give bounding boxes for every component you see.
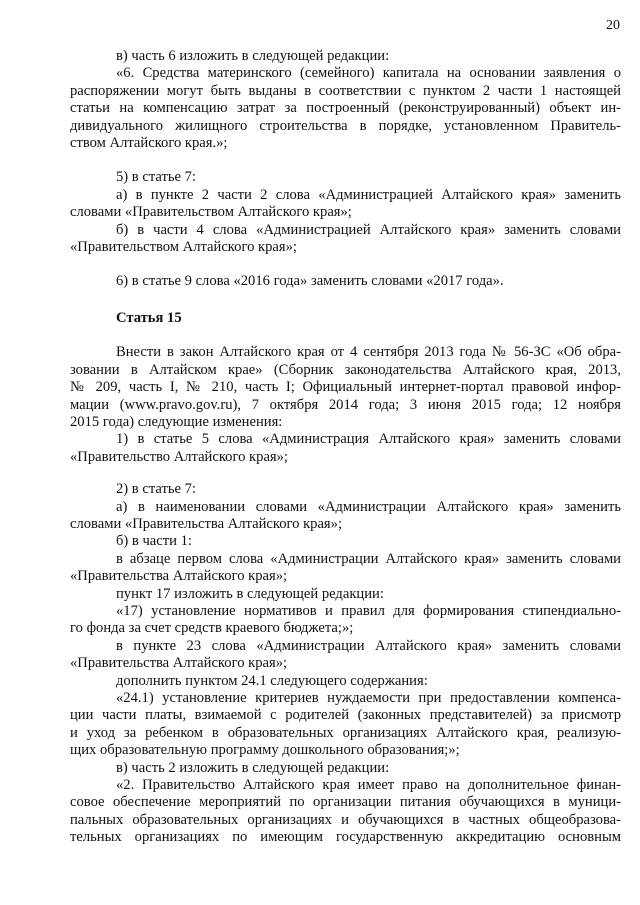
text-line: «Правительства Алтайского края»; bbox=[70, 655, 288, 672]
text-line: 2015 года) следующие изменения: bbox=[70, 413, 283, 430]
text-line: словами «Правительством Алтайского края»; bbox=[70, 204, 352, 221]
text-line: «17) установление нормативов и правил для формирования стипендиально- bbox=[116, 602, 621, 619]
text-line: № 209, часть I, № 210, часть I; Официальный интернет-портал правовой инфор- bbox=[70, 379, 621, 396]
text-line: 6) в статье 9 слова «2016 года» заменить словами «2017 года». bbox=[116, 273, 504, 290]
text-line: Внести в закон Алтайского края от 4 сентября 2013 года № 56-ЗС «Об обра- bbox=[116, 344, 621, 361]
text-line: «6. Средства материнского (семейного) капитала на основании заявления о bbox=[116, 65, 621, 82]
text-line: го фонда за счет средств краевого бюджета;»; bbox=[70, 620, 354, 637]
text-line: распоряжении могут быть выданы в соответствии с пунктом 2 части 1 настоящей bbox=[70, 82, 621, 99]
text-line: зовании в Алтайском крае» (Сборник законодательства Алтайского края, 2013, bbox=[70, 361, 621, 378]
text-line: пункт 17 изложить в следующей редакции: bbox=[116, 585, 384, 602]
text-line: 5) в статье 7: bbox=[116, 169, 196, 186]
page-number: 20 bbox=[606, 18, 620, 33]
text-line: словами «Правительства Алтайского края»; bbox=[70, 515, 342, 532]
text-line: щих образовательную программу дошкольного образования;»; bbox=[70, 742, 460, 759]
text-line: б) в части 1: bbox=[116, 533, 192, 550]
text-line: мации (www.pravo.gov.ru), 7 октября 2014 года; 3 июня 2015 года; 12 ноября bbox=[70, 396, 621, 413]
text-line: «Правительство Алтайского края»; bbox=[70, 448, 288, 465]
text-line: «24.1) установление критериев нуждаемости при предоставлении компенса- bbox=[116, 690, 621, 706]
text-line: ции части платы, взимаемой с родителей (законных представителей) за присмотр bbox=[70, 707, 621, 724]
text-line: и уход за ребенком в образовательных организациях Алтайского края, реализую- bbox=[70, 724, 621, 741]
text-line: б) в части 4 слова «Администрацией Алтайского края» заменить словами bbox=[116, 221, 621, 238]
text-line: «Правительства Алтайского края»; bbox=[70, 568, 288, 585]
text-line: статьи на компенсацию затрат за построенный (реконструированный) объект ин- bbox=[70, 100, 621, 117]
text-line: ством Алтайского края.»; bbox=[70, 135, 228, 152]
article-heading: Статья 15 bbox=[116, 309, 182, 326]
text-line: а) в пункте 2 части 2 слова «Администрацией Алтайского края» заменить bbox=[116, 186, 621, 203]
text-line: «Правительством Алтайского края»; bbox=[70, 239, 297, 256]
text-line: тельных организациях по имеющим государственную аккредитацию основным bbox=[70, 829, 621, 846]
text-line: дополнить пунктом 24.1 следующего содержания: bbox=[116, 672, 428, 689]
text-line: 1) в статье 5 слова «Администрация Алтайского края» заменить словами bbox=[116, 431, 621, 448]
text-line: в) часть 6 изложить в следующей редакции: bbox=[116, 48, 390, 64]
text-line: дивидуального жилищного строительства в порядке, установленном Правитель- bbox=[70, 117, 621, 134]
text-line: совое обеспечение мероприятий по организации питания обучающихся в муници- bbox=[70, 794, 621, 811]
text-line: 2) в статье 7: bbox=[116, 481, 196, 498]
text-line: в абзаце первом слова «Администрации Алтайского края» заменить словами bbox=[116, 550, 621, 567]
text-line: в пункте 23 слова «Администрации Алтайского края» заменить словами bbox=[116, 637, 621, 654]
text-line: «2. Правительство Алтайского края имеет право на дополнительное финан- bbox=[116, 777, 621, 794]
text-line: в) часть 2 изложить в следующей редакции: bbox=[116, 759, 390, 776]
text-line: а) в наименовании словами «Администрации Алтайского края» заменить bbox=[116, 498, 621, 515]
document-body bbox=[70, 48, 621, 847]
text-line: пальных образовательных организациях и обучающихся в частных общеобразова- bbox=[70, 811, 621, 828]
